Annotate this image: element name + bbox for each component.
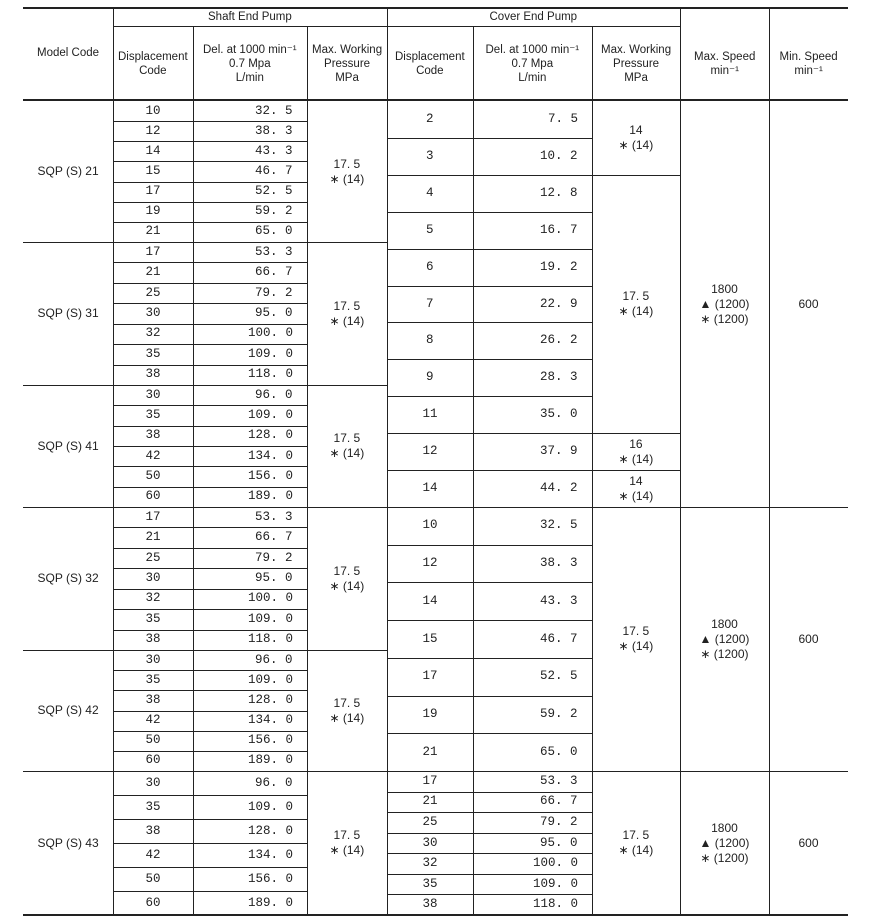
row-divider (113, 426, 307, 427)
shaft-displacement-code: 35 (145, 346, 161, 361)
shaft-displacement-code: 60 (145, 753, 161, 768)
shaft-delivery: 66. 7 (255, 530, 293, 545)
min-speed: 600 (798, 835, 819, 850)
header-bottom-border (23, 99, 848, 101)
row-divider (387, 322, 592, 323)
row-divider (387, 359, 592, 360)
cover-displacement-code: 19 (422, 706, 438, 721)
shaft-displacement-code: 42 (145, 847, 161, 862)
cover-displacement-code: 4 (426, 185, 434, 200)
shaft-displacement-code: 32 (145, 326, 161, 341)
shaft-displacement-code: 35 (145, 672, 161, 687)
cover-displacement-code: 9 (426, 370, 434, 385)
row-divider (113, 795, 307, 796)
column-divider (307, 26, 308, 915)
model-code: SQP (S) 31 (37, 306, 99, 320)
row-divider (387, 433, 592, 434)
row-divider (23, 242, 387, 243)
row-divider (113, 262, 307, 263)
row-divider (387, 853, 592, 854)
row-divider (592, 433, 680, 434)
cover-delivery: 16. 7 (540, 222, 578, 237)
shaft-delivery: 189. 0 (248, 489, 294, 504)
shaft-delivery: 53. 3 (255, 244, 293, 259)
shaft-delivery: 134. 0 (248, 713, 294, 728)
shaft-delivery: 100. 0 (248, 591, 294, 606)
cover-max-pressure: 17. 5 ∗ (14) (618, 289, 654, 318)
shaft-displacement-code: 50 (145, 871, 161, 886)
shaft-displacement-code: 12 (145, 123, 161, 138)
shaft-displacement-code: 30 (145, 775, 161, 790)
header-model-code: Model Code (37, 47, 100, 59)
model-code: SQP (S) 32 (37, 571, 99, 585)
row-divider (113, 891, 307, 892)
header-cover-delivery: Del. at 1000 min⁻¹ 0.7 Mpa L/min (485, 44, 580, 84)
block-divider (387, 507, 848, 508)
shaft-displacement-code: 17 (145, 184, 161, 199)
cover-displacement-code: 8 (426, 333, 434, 348)
shaft-delivery: 109. 0 (248, 672, 294, 687)
shaft-displacement-code: 30 (145, 387, 161, 402)
row-divider (387, 175, 592, 176)
shaft-delivery: 96. 0 (255, 652, 293, 667)
shaft-delivery: 156. 0 (248, 469, 294, 483)
shaft-displacement-code: 30 (145, 652, 161, 667)
shaft-displacement-code: 14 (145, 143, 161, 158)
shaft-delivery: 128. 0 (248, 692, 294, 707)
shaft-delivery: 79. 2 (255, 285, 293, 300)
max-speed: 1800 ▲ (1200) ∗ (1200) (699, 281, 750, 326)
row-divider (387, 138, 592, 139)
cover-delivery: 109. 0 (533, 876, 579, 891)
min-speed: 600 (798, 296, 819, 311)
shaft-displacement-code: 30 (145, 571, 161, 585)
cover-max-pressure: 14 ∗ (14) (618, 473, 654, 503)
cover-delivery: 32. 5 (540, 518, 578, 533)
column-divider (387, 7, 388, 915)
shaft-displacement-code: 50 (145, 733, 161, 748)
row-divider (113, 202, 307, 203)
cover-delivery: 79. 2 (540, 814, 578, 829)
shaft-max-pressure: 17. 5 ∗ (14) (329, 156, 365, 186)
shaft-displacement-code: 38 (145, 367, 161, 382)
shaft-displacement-code: 38 (145, 823, 161, 838)
shaft-displacement-code: 21 (145, 530, 161, 545)
shaft-displacement-code: 60 (145, 895, 161, 910)
cover-max-pressure: 17. 5 ∗ (14) (618, 828, 654, 857)
cover-delivery: 7. 5 (548, 111, 579, 126)
shaft-max-pressure: 17. 5 ∗ (14) (329, 298, 365, 328)
row-divider (113, 446, 307, 447)
shaft-delivery: 65. 0 (255, 224, 293, 239)
row-divider (113, 630, 307, 631)
shaft-delivery: 38. 3 (255, 123, 293, 138)
cover-max-pressure: 17. 5 ∗ (14) (618, 624, 654, 653)
cover-displacement-code: 32 (422, 856, 438, 871)
row-divider (387, 874, 592, 875)
shaft-delivery: 96. 0 (255, 775, 293, 790)
cover-delivery: 100. 0 (533, 856, 579, 871)
header-cover-max-pressure: Max. Working Pressure MPa (601, 44, 672, 84)
shaft-displacement-code: 30 (145, 306, 161, 320)
row-divider (113, 819, 307, 820)
shaft-delivery: 66. 7 (255, 265, 293, 280)
row-divider (113, 121, 307, 122)
shaft-delivery: 95. 0 (255, 306, 293, 320)
row-divider (387, 696, 592, 697)
shaft-max-pressure: 17. 5 ∗ (14) (329, 563, 365, 593)
row-divider (113, 182, 307, 183)
cover-delivery: 53. 3 (540, 773, 578, 788)
cover-displacement-code: 30 (422, 835, 438, 850)
cover-delivery: 65. 0 (540, 744, 578, 759)
cover-displacement-code: 3 (426, 148, 434, 163)
block-divider (387, 771, 848, 772)
shaft-delivery: 95. 0 (255, 571, 293, 585)
row-divider (113, 365, 307, 366)
cover-displacement-code: 15 (422, 631, 438, 646)
row-divider (113, 283, 307, 284)
row-divider (113, 161, 307, 162)
cover-displacement-code: 12 (422, 556, 438, 571)
shaft-delivery: 118. 0 (248, 367, 294, 382)
shaft-delivery: 46. 7 (255, 164, 293, 178)
shaft-delivery: 109. 0 (248, 408, 294, 422)
row-divider (387, 286, 592, 287)
shaft-delivery: 32. 5 (255, 103, 293, 118)
cover-delivery: 44. 2 (540, 481, 578, 496)
cover-delivery: 19. 2 (540, 259, 578, 274)
row-divider (113, 867, 307, 868)
header-cover-end-pump: Cover End Pump (489, 11, 578, 23)
row-divider (23, 385, 387, 386)
row-divider (113, 589, 307, 590)
header-shaft-displacement-code: Displacement Code (118, 51, 188, 77)
row-divider (113, 141, 307, 142)
cover-displacement-code: 17 (422, 773, 438, 788)
model-code: SQP (S) 43 (37, 835, 99, 850)
shaft-displacement-code: 42 (145, 448, 161, 463)
row-divider (23, 771, 387, 772)
max-speed: 1800 ▲ (1200) ∗ (1200) (699, 616, 750, 661)
cover-displacement-code: 5 (426, 222, 434, 237)
column-divider (113, 7, 114, 915)
cover-displacement-code: 2 (426, 111, 434, 126)
row-divider (113, 405, 307, 406)
header-shaft-delivery: Del. at 1000 min⁻¹ 0.7 Mpa L/min (203, 44, 297, 84)
cover-delivery: 28. 3 (540, 370, 578, 385)
cover-displacement-code: 12 (422, 444, 438, 459)
shaft-delivery: 96. 0 (255, 387, 293, 402)
shaft-displacement-code: 15 (145, 164, 161, 178)
shaft-displacement-code: 35 (145, 799, 161, 814)
row-divider (113, 751, 307, 752)
shaft-displacement-code: 42 (145, 713, 161, 728)
row-divider (387, 833, 592, 834)
table-bottom-border (23, 914, 848, 916)
cover-delivery: 95. 0 (540, 835, 578, 850)
cover-delivery: 35. 0 (540, 407, 578, 422)
row-divider (387, 894, 592, 895)
shaft-delivery: 134. 0 (248, 847, 294, 862)
row-divider (592, 470, 680, 471)
column-divider (680, 7, 681, 915)
cover-displacement-code: 7 (426, 296, 434, 311)
row-divider (387, 658, 592, 659)
cover-delivery: 38. 3 (540, 556, 578, 571)
shaft-delivery: 100. 0 (248, 326, 294, 341)
row-divider (387, 812, 592, 813)
row-divider (592, 175, 680, 176)
model-code: SQP (S) 21 (37, 164, 99, 178)
shaft-delivery: 109. 0 (248, 346, 294, 361)
shaft-delivery: 118. 0 (248, 632, 294, 647)
row-divider (387, 249, 592, 250)
shaft-displacement-code: 38 (145, 632, 161, 647)
shaft-displacement-code: 32 (145, 591, 161, 606)
cover-displacement-code: 21 (422, 794, 438, 809)
cover-displacement-code: 14 (422, 593, 438, 608)
row-divider (113, 690, 307, 691)
row-divider (113, 711, 307, 712)
row-divider (113, 527, 307, 528)
shaft-max-pressure: 17. 5 ∗ (14) (329, 828, 365, 857)
cover-delivery: 118. 0 (533, 897, 579, 912)
shaft-delivery: 128. 0 (248, 428, 294, 443)
shaft-delivery: 134. 0 (248, 448, 294, 463)
cover-delivery: 12. 8 (540, 185, 578, 200)
shaft-delivery: 52. 5 (255, 184, 293, 199)
cover-delivery: 26. 2 (540, 333, 578, 348)
row-divider (387, 620, 592, 621)
cover-max-pressure: 16 ∗ (14) (618, 436, 654, 466)
row-divider (113, 324, 307, 325)
shaft-delivery: 156. 0 (248, 871, 294, 886)
shaft-displacement-code: 50 (145, 469, 161, 483)
shaft-max-pressure: 17. 5 ∗ (14) (329, 431, 365, 460)
cover-displacement-code: 35 (422, 876, 438, 891)
header-max-speed: Max. Speed min⁻¹ (694, 51, 756, 77)
row-divider (387, 582, 592, 583)
row-divider (113, 487, 307, 488)
row-divider (113, 843, 307, 844)
shaft-delivery: 109. 0 (248, 611, 294, 626)
shaft-displacement-code: 38 (145, 428, 161, 443)
model-code: SQP (S) 42 (37, 703, 99, 717)
cover-displacement-code: 11 (422, 407, 438, 422)
cover-displacement-code: 25 (422, 814, 438, 829)
shaft-delivery: 156. 0 (248, 733, 294, 748)
shaft-displacement-code: 25 (145, 550, 161, 565)
shaft-displacement-code: 35 (145, 611, 161, 626)
column-divider (769, 7, 770, 915)
model-code: SQP (S) 41 (37, 438, 99, 453)
row-divider (113, 548, 307, 549)
shaft-delivery: 109. 0 (248, 799, 294, 814)
cover-displacement-code: 17 (422, 669, 438, 684)
cover-delivery: 66. 7 (540, 794, 578, 809)
shaft-delivery: 43. 3 (255, 143, 293, 158)
shaft-delivery: 189. 0 (248, 895, 294, 910)
cover-displacement-code: 14 (422, 481, 438, 496)
column-divider (193, 26, 194, 915)
row-divider (387, 396, 592, 397)
shaft-displacement-code: 25 (145, 285, 161, 300)
row-divider (387, 792, 592, 793)
row-divider (113, 731, 307, 732)
max-speed: 1800 ▲ (1200) ∗ (1200) (699, 820, 750, 865)
shaft-displacement-code: 19 (145, 204, 161, 219)
cover-displacement-code: 21 (422, 744, 438, 759)
shaft-displacement-code: 10 (145, 103, 161, 118)
shaft-displacement-code: 35 (145, 408, 161, 422)
shaft-displacement-code: 60 (145, 489, 161, 504)
cover-displacement-code: 10 (422, 518, 438, 533)
min-speed: 600 (798, 631, 819, 646)
row-divider (387, 545, 592, 546)
shaft-delivery: 128. 0 (248, 823, 294, 838)
cover-delivery: 46. 7 (540, 631, 578, 646)
cover-delivery: 22. 9 (540, 296, 578, 311)
shaft-displacement-code: 17 (145, 244, 161, 259)
cover-delivery: 37. 9 (540, 444, 578, 459)
row-divider (113, 609, 307, 610)
row-divider (23, 650, 387, 651)
cover-max-pressure: 14 ∗ (14) (618, 122, 654, 152)
cover-delivery: 52. 5 (540, 669, 578, 684)
header-shaft-max-pressure: Max. Working Pressure MPa (312, 44, 383, 84)
shaft-delivery: 53. 3 (255, 509, 293, 524)
row-divider (387, 212, 592, 213)
shaft-displacement-code: 21 (145, 224, 161, 239)
cover-delivery: 59. 2 (540, 706, 578, 721)
shaft-displacement-code: 38 (145, 692, 161, 707)
shaft-delivery: 79. 2 (255, 550, 293, 565)
row-divider (113, 670, 307, 671)
shaft-delivery: 59. 2 (255, 204, 293, 219)
row-divider (113, 466, 307, 467)
row-divider (113, 344, 307, 345)
row-divider (113, 568, 307, 569)
shaft-displacement-code: 21 (145, 265, 161, 280)
shaft-displacement-code: 17 (145, 509, 161, 524)
header-min-speed: Min. Speed min⁻¹ (779, 51, 838, 77)
row-divider (23, 507, 387, 508)
table-top-border (23, 7, 848, 9)
row-divider (113, 26, 680, 27)
cover-delivery: 43. 3 (540, 593, 578, 608)
row-divider (113, 222, 307, 223)
shaft-delivery: 189. 0 (248, 753, 294, 768)
cover-displacement-code: 6 (426, 259, 434, 274)
header-cover-displacement-code: Displacement Code (395, 51, 465, 77)
cover-displacement-code: 38 (422, 897, 438, 912)
row-divider (387, 470, 592, 471)
header-shaft-end-pump: Shaft End Pump (208, 11, 292, 23)
row-divider (113, 303, 307, 304)
cover-delivery: 10. 2 (540, 148, 578, 163)
shaft-max-pressure: 17. 5 ∗ (14) (329, 695, 365, 725)
row-divider (387, 733, 592, 734)
